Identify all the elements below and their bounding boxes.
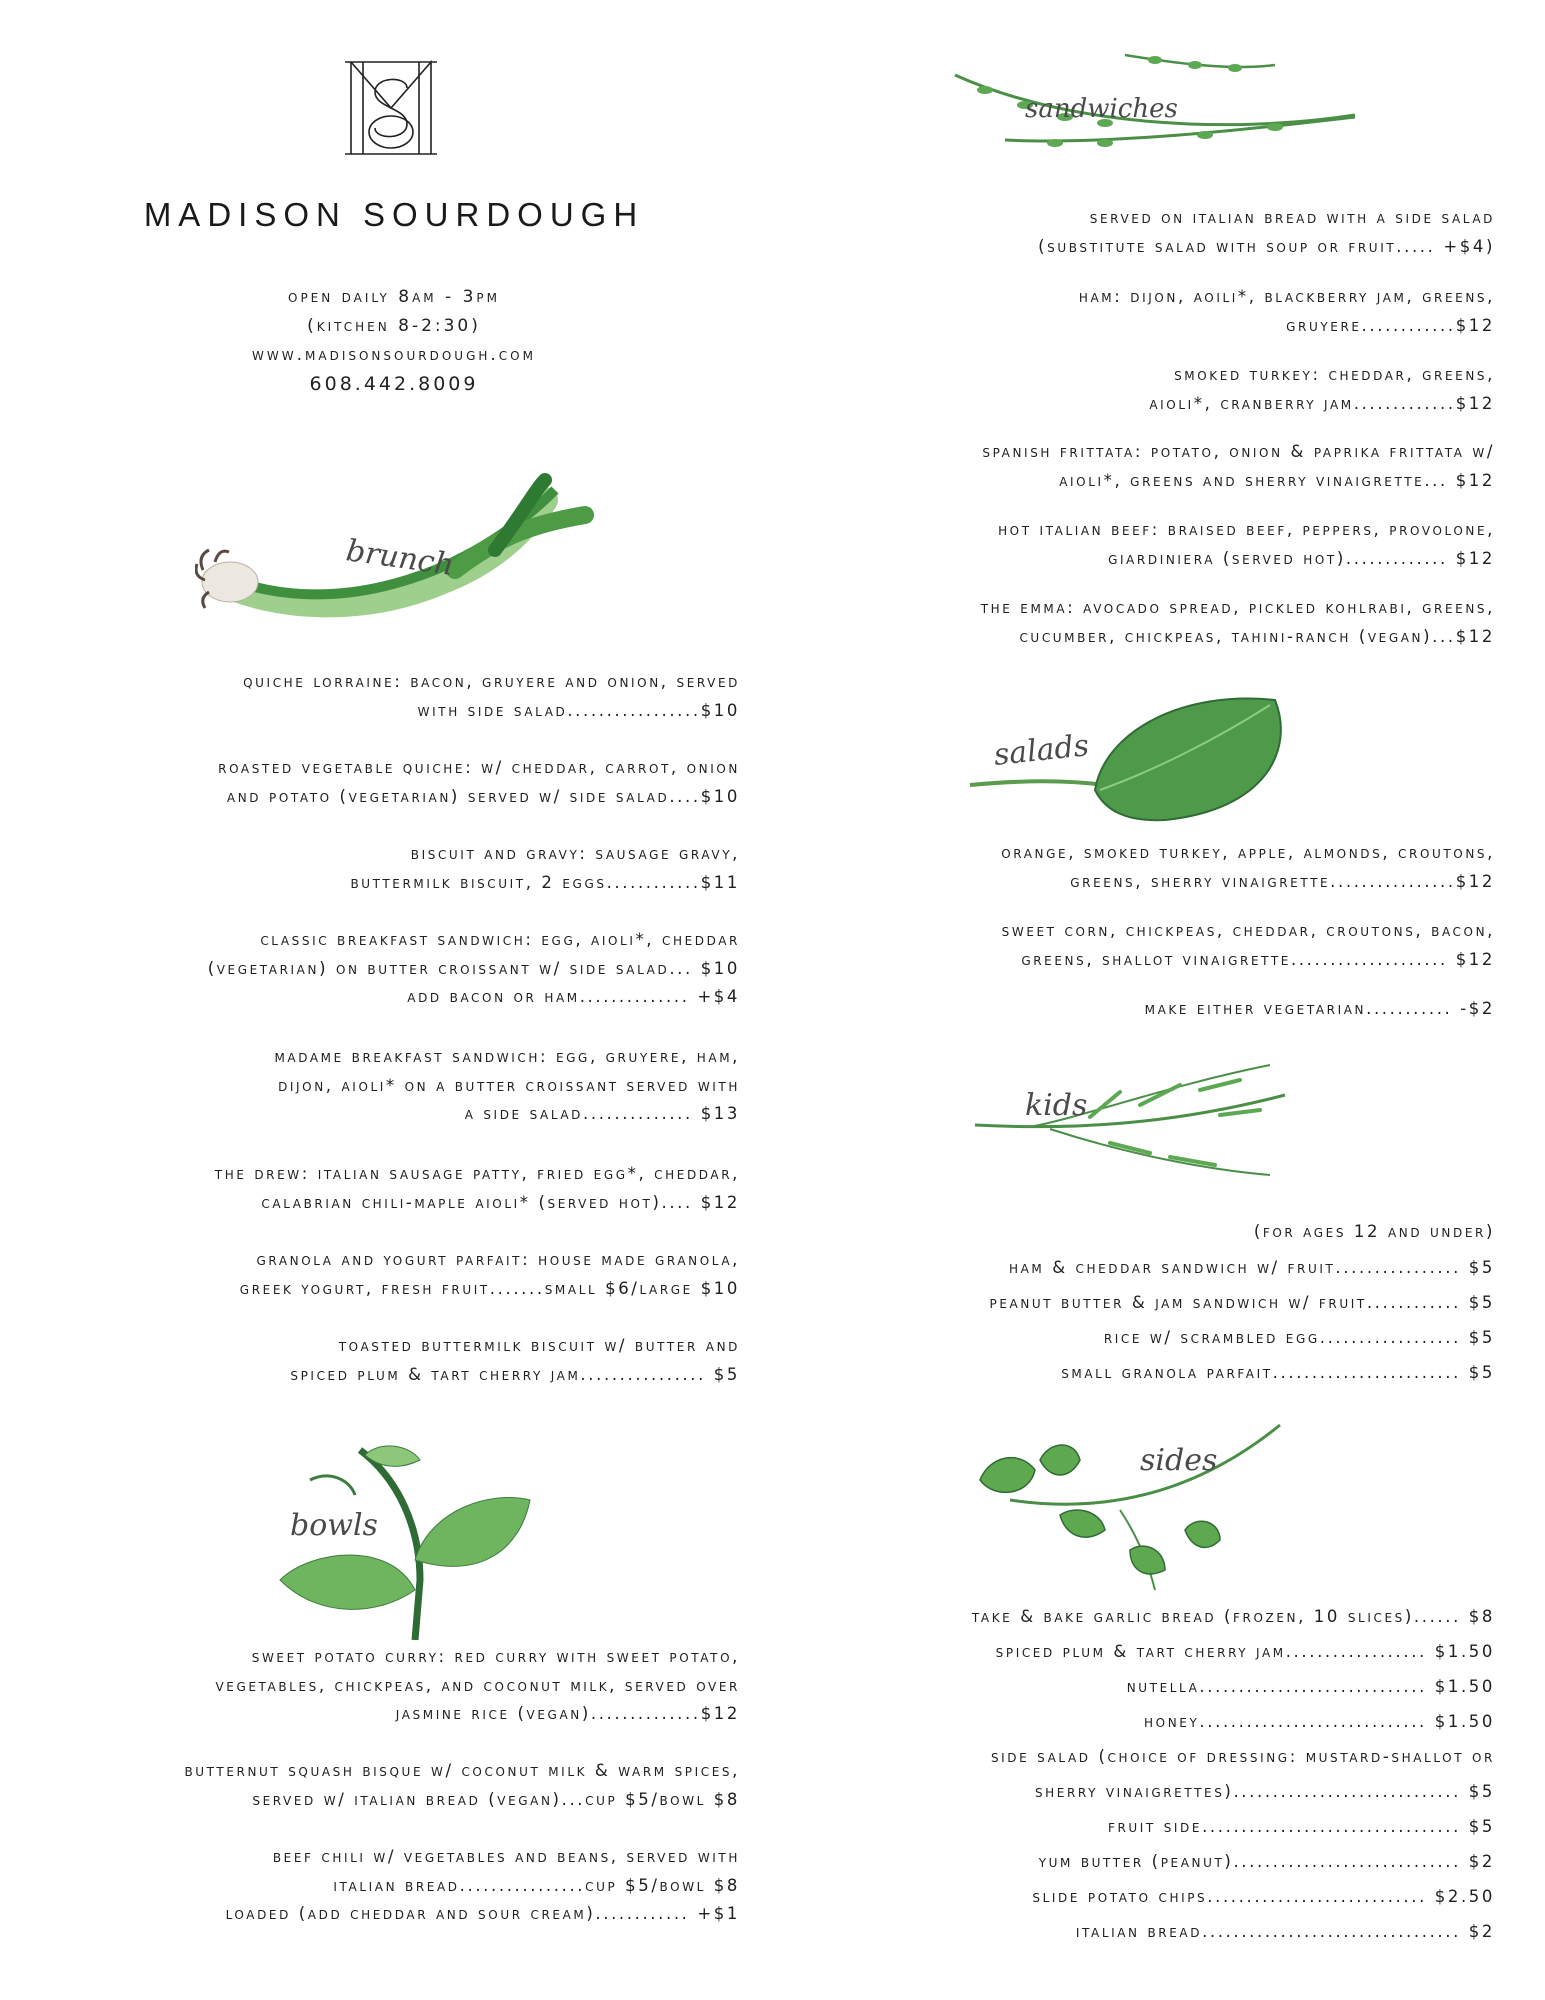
- brunch-item-line: a side salad.............. $13: [464, 1104, 740, 1123]
- sandwiches-item-line: giardiniera (served hot)............. $12: [1108, 548, 1495, 568]
- bowls-item: [0, 1643, 740, 1729]
- salads-item: [775, 839, 1495, 896]
- sandwiches-item-line: aioli*, cranberry jam.............$12: [1149, 393, 1495, 413]
- bowls-item-line: jasmine rice (vegan)..............$12: [395, 1704, 740, 1723]
- sandwiches-item-line: gruyere............$12: [1286, 315, 1495, 335]
- salads-item-line: orange, smoked turkey, apple, almonds, croutons,: [1001, 843, 1495, 862]
- brunch-item-line: granola and yogurt parfait: house made granola,: [256, 1250, 740, 1269]
- sides-item-line: take & bake garlic bread (frozen, 10 slices)...... $8: [971, 1607, 1495, 1626]
- brunch-item-line: roasted vegetable quiche: w/ cheddar, carrot, onion: [218, 758, 740, 777]
- sides-item: [775, 1708, 1495, 1737]
- website-link[interactable]: www.madisonsourdough.com: [252, 345, 536, 365]
- section-label-bowls: bowls: [290, 1508, 378, 1543]
- opening-hours: open daily 8am - 3pm: [288, 287, 500, 307]
- bowls-item-line: served w/ italian bread (vegan)...cup $5/bowl $8: [252, 1789, 740, 1809]
- thyme-illustration: [945, 45, 1365, 165]
- brunch-item-line: buttermilk biscuit, 2 eggs............$11: [350, 872, 740, 892]
- bowls-item-line: loaded (add cheddar and sour cream)............ +$1: [225, 1904, 740, 1923]
- sides-item-line: side salad (choice of dressing: mustard-shallot or: [990, 1747, 1495, 1766]
- sandwiches-item-line: ham: dijon, aoili*, blackberry jam, greens,: [1078, 287, 1495, 306]
- brunch-item-line: quiche lorraine: bacon, gruyere and onion, served: [243, 672, 740, 691]
- sandwiches-item: [775, 361, 1495, 418]
- kids-item: [775, 1359, 1495, 1388]
- kids-item: [775, 1324, 1495, 1353]
- section-label-salads: salads: [992, 728, 1091, 773]
- spinach-leaf-illustration: [965, 690, 1295, 830]
- brunch-item: [0, 1160, 740, 1217]
- brunch-item-line: with side salad.................$10: [417, 700, 740, 720]
- sides-item-line: nutella............................. $1.50: [1126, 1677, 1495, 1696]
- brunch-item-line: calabrian chili-maple aioli* (served hot).... $12: [261, 1192, 740, 1212]
- sides-item-line: italian bread................................. $2: [1075, 1922, 1495, 1941]
- salads-item-line: sweet corn, chickpeas, cheddar, croutons, bacon,: [1001, 921, 1495, 940]
- bowls-item: [0, 1757, 740, 1814]
- hours-and-contact: [0, 283, 788, 399]
- section-label-sandwiches: sandwiches: [1025, 94, 1178, 124]
- salads-item-line: greens, sherry vinaigrette................$12: [1070, 871, 1495, 891]
- brunch-item-line: add bacon or ham.............. +$4: [407, 987, 740, 1006]
- sandwiches-item-line: hot italian beef: braised beef, peppers, provolone,: [998, 520, 1495, 539]
- brunch-item: [0, 754, 740, 811]
- mint-illustration: [270, 1440, 540, 1640]
- restaurant-name: MADISON SOURDOUGH: [143, 196, 645, 233]
- parsley-illustration: [970, 1420, 1290, 1595]
- kids-item-line: ham & cheddar sandwich w/ fruit................ $5: [1008, 1258, 1495, 1277]
- brunch-item-line: and potato (vegetarian) served w/ side salad....$10: [226, 786, 740, 806]
- sides-item-line: sherry vinaigrettes)............................. $5: [1034, 1782, 1495, 1801]
- sides-item: [775, 1813, 1495, 1842]
- kitchen-hours: (kitchen 8-2:30): [307, 316, 481, 336]
- sandwiches-item-line: the emma: avocado spread, pickled kohlrabi, greens,: [980, 598, 1495, 617]
- salads-item: [775, 995, 1495, 1024]
- sides-item-line: slide potato chips............................ $2.50: [1032, 1887, 1495, 1906]
- ms-monogram-logo: [345, 58, 437, 158]
- section-label-brunch: brunch: [343, 533, 457, 583]
- kids-item-line: small granola parfait........................ $5: [1061, 1363, 1495, 1382]
- bowls-item-line: sweet potato curry: red curry with sweet potato,: [251, 1647, 740, 1666]
- bowls-item-line: beef chili w/ vegetables and beans, served with: [272, 1847, 740, 1866]
- sandwiches-item-line: cucumber, chickpeas, tahini-ranch (vegan)...$12: [1019, 626, 1495, 646]
- kids-item-line: peanut butter & jam sandwich w/ fruit............ $5: [989, 1293, 1495, 1312]
- phone-number[interactable]: 608.442.8009: [309, 373, 479, 395]
- sides-item-line: fruit side................................. $5: [1107, 1817, 1495, 1836]
- sides-item: [775, 1638, 1495, 1667]
- sides-item-line: spiced plum & tart cherry jam.................. $1.50: [995, 1642, 1495, 1661]
- sandwiches-item: [775, 438, 1495, 495]
- sandwiches-item-line: spanish frittata: potato, onion & paprika frittata w/: [982, 442, 1495, 461]
- kids-item: [775, 1289, 1495, 1318]
- sides-item: [775, 1673, 1495, 1702]
- sides-item: [775, 1918, 1495, 1947]
- brunch-item: [0, 1332, 740, 1389]
- sandwiches-item-line: (substitute salad with soup or fruit..... +$4): [1038, 236, 1495, 256]
- salads-item-line: greens, shallot vinaigrette.................... $12: [1021, 949, 1495, 969]
- bowls-item-line: vegetables, chickpeas, and coconut milk, served over: [215, 1675, 740, 1695]
- bowls-item-line: italian bread................cup $5/bowl $8: [333, 1875, 740, 1895]
- brunch-item: [0, 1246, 740, 1303]
- bowls-item-line: butternut squash bisque w/ coconut milk & warm spices,: [184, 1761, 740, 1780]
- sandwiches-item-line: aioli*, greens and sherry vinaigrette... $12: [1059, 470, 1495, 490]
- brunch-item-line: classic breakfast sandwich: egg, aioli*, cheddar: [260, 930, 740, 949]
- sides-item-line: yum butter (peanut)............................. $2: [1038, 1852, 1495, 1871]
- brunch-item-line: madame breakfast sandwich: egg, gruyere, ham,: [274, 1047, 740, 1066]
- sides-item: [775, 1778, 1495, 1807]
- salads-item: [775, 917, 1495, 974]
- sandwiches-item: [775, 594, 1495, 651]
- brunch-item: [0, 840, 740, 897]
- sides-item: [775, 1848, 1495, 1877]
- sides-item-line: honey............................. $1.50: [1144, 1712, 1495, 1731]
- kids-item-line: rice w/ scrambled egg.................. $5: [1103, 1328, 1495, 1347]
- brunch-item: [0, 1043, 740, 1129]
- sides-item: [775, 1743, 1495, 1772]
- kids-item: [775, 1218, 1495, 1247]
- sides-item: [775, 1603, 1495, 1632]
- brunch-item: [0, 668, 740, 725]
- section-label-sides: sides: [1140, 1443, 1218, 1478]
- salads-item-line: make either vegetarian........... -$2: [1144, 999, 1495, 1018]
- brunch-item-line: dijon, aioli* on a butter croissant served with: [278, 1075, 740, 1095]
- sandwiches-item-line: served on italian bread with a side salad: [1089, 208, 1495, 227]
- kids-item: [775, 1254, 1495, 1283]
- brunch-item-line: toasted buttermilk biscuit w/ butter and: [338, 1336, 740, 1355]
- brunch-item-line: the drew: italian sausage patty, fried egg*, cheddar,: [214, 1164, 740, 1183]
- tarragon-illustration: [970, 1055, 1290, 1195]
- sandwiches-item: [775, 516, 1495, 573]
- section-label-kids: kids: [1025, 1088, 1088, 1123]
- brunch-item-line: (vegetarian) on butter croissant w/ side salad... $10: [207, 958, 740, 978]
- brunch-item-line: spiced plum & tart cherry jam................ $5: [290, 1364, 740, 1384]
- kids-item-line: (for ages 12 and under): [1253, 1222, 1495, 1241]
- brunch-item-line: greek yogurt, fresh fruit.......small $6/large $10: [239, 1278, 740, 1298]
- bowls-item: [0, 1843, 740, 1929]
- brunch-item-line: biscuit and gravy: sausage gravy,: [410, 844, 740, 863]
- sides-item: [775, 1883, 1495, 1912]
- scallion-illustration: [195, 470, 615, 640]
- sandwiches-item: [775, 283, 1495, 340]
- sandwiches-item: [775, 204, 1495, 261]
- sandwiches-item-line: smoked turkey: cheddar, greens,: [1174, 365, 1495, 384]
- brunch-item: [0, 926, 740, 1012]
